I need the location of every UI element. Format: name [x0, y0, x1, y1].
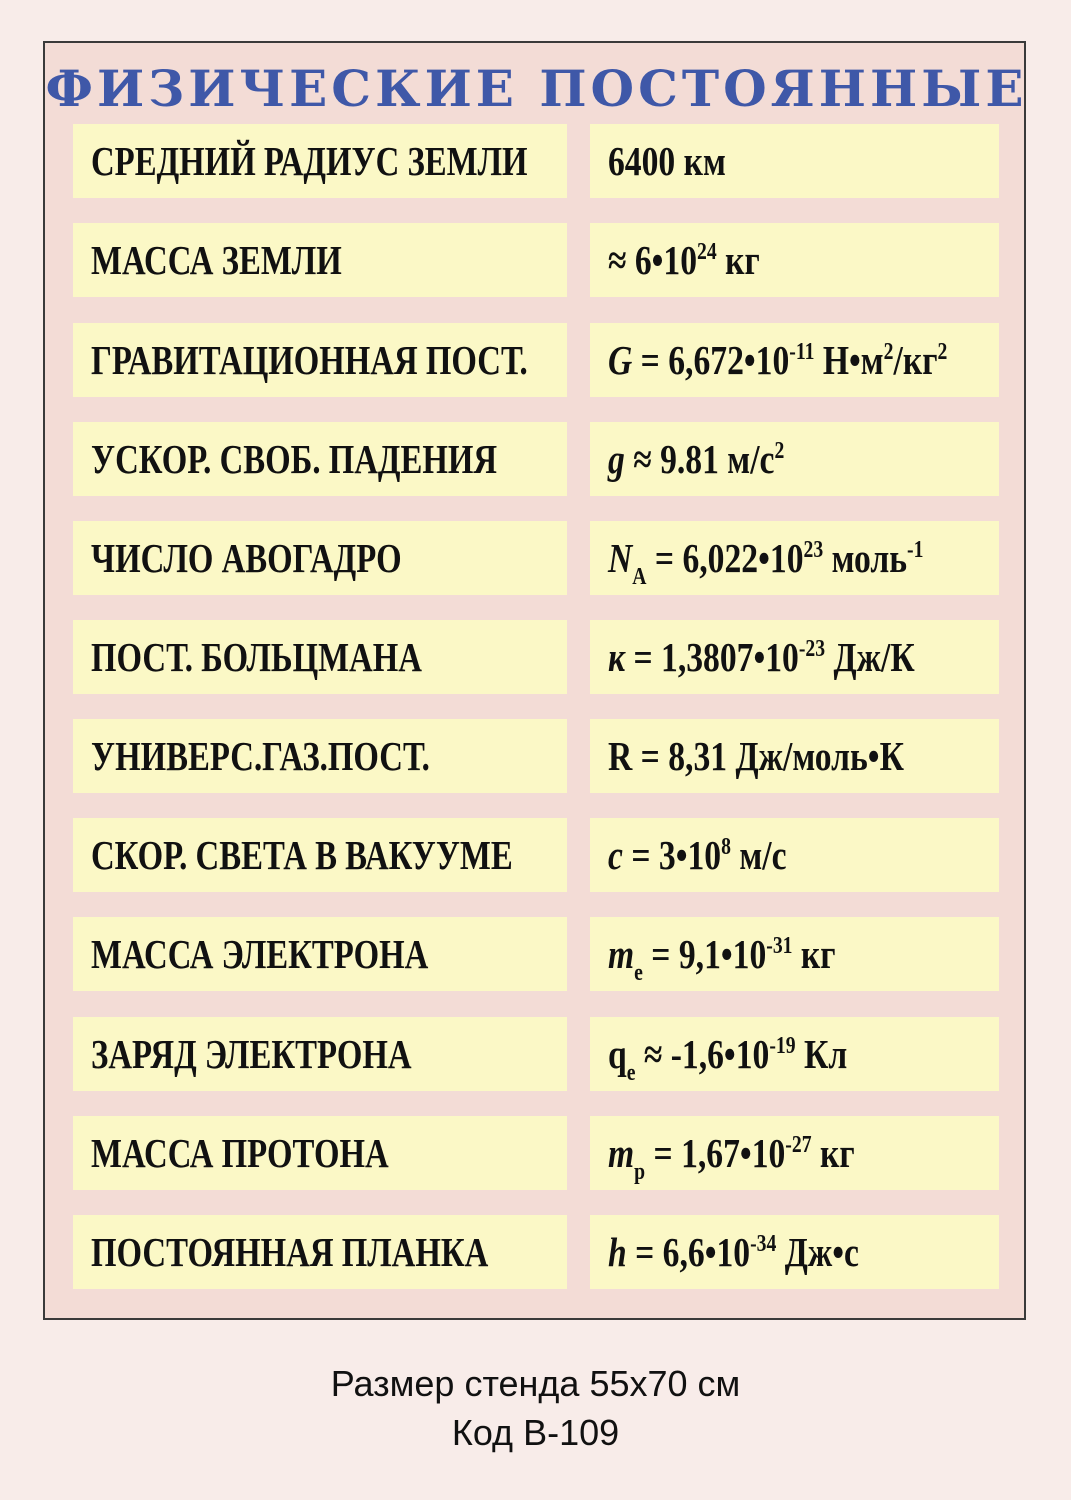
constant-value: $к = 1,3807•10^{-23}$ Дж/К: [590, 620, 999, 694]
superscript: 2: [883, 339, 894, 365]
constant-value: $h = 6,6•10^{-34}$ Дж•с: [590, 1215, 999, 1289]
constant-name: ПОСТОЯННАЯ ПЛАНКА: [73, 1215, 567, 1289]
table-row: [73, 323, 999, 397]
symbol: N: [608, 535, 633, 581]
table-row: [73, 917, 999, 991]
table-row: [73, 521, 999, 595]
constant-name: ЗАРЯД ЭЛЕКТРОНА: [73, 1017, 567, 1091]
superscript: 2: [774, 438, 785, 464]
symbol: m: [608, 931, 635, 977]
table-row: [73, 223, 999, 297]
product-code-text: Код В-109: [451, 1412, 620, 1453]
superscript: 23: [803, 537, 824, 563]
stand-size-text: Размер стенда 55х70 см: [330, 1363, 741, 1404]
subscript: A: [632, 564, 647, 590]
symbol: m: [608, 1130, 635, 1176]
table-row: [73, 124, 999, 198]
superscript: -1: [907, 537, 924, 563]
superscript: -11: [789, 339, 815, 365]
constant-name: УСКОР. СВОБ. ПАДЕНИЯ: [73, 422, 567, 496]
symbol: с: [608, 832, 623, 878]
table-row: [73, 1215, 999, 1289]
table-row: [73, 1017, 999, 1091]
constant-value: $m_p$ = $1,67•10^{-27}$ кг: [590, 1116, 999, 1190]
poster-board: [43, 41, 1026, 1320]
superscript: -34: [750, 1231, 777, 1257]
subscript: e: [634, 960, 643, 986]
table-row: [73, 620, 999, 694]
symbol: G: [608, 337, 633, 383]
table-row: [73, 422, 999, 496]
constant-name: ЧИСЛО АВОГАДРО: [73, 521, 567, 595]
table-row: [73, 818, 999, 892]
table-row: [73, 1116, 999, 1190]
constant-name: МАССА ЭЛЕКТРОНА: [73, 917, 567, 991]
constant-name: ГРАВИТАЦИОННАЯ ПОСТ.: [73, 323, 567, 397]
constant-value: $G = 6,672•10^{-11}$ $Н•м^2/кг^2$: [590, 323, 999, 397]
poster-title: ФИЗИЧЕСКИЕ ПОСТОЯННЫЕ: [45, 59, 1028, 118]
constant-value: ≈ $6•10^{24}$ кг: [590, 223, 999, 297]
table-row: [73, 719, 999, 793]
symbol: h: [608, 1229, 627, 1275]
constant-name: МАССА ПРОТОНА: [73, 1116, 567, 1190]
constant-value: R = 8,31 Дж/моль•К: [590, 719, 999, 793]
constant-value: $с = 3•10^8$ м/с: [590, 818, 999, 892]
constant-value: $q_e$ ≈ $-1,6•10^{-19}$ Кл: [590, 1017, 999, 1091]
constant-value: g ≈ 9.81 $м/с^2$: [590, 422, 999, 496]
superscript: 2: [937, 339, 948, 365]
superscript: -31: [766, 933, 793, 959]
superscript: -19: [769, 1033, 796, 1059]
subscript: e: [626, 1060, 636, 1086]
symbol: к: [608, 634, 626, 680]
constant-value: $N_A$ = $6,022•10^{23}$ моль$^{-1}$: [590, 521, 999, 595]
superscript: -27: [785, 1132, 812, 1158]
symbol: g: [608, 436, 625, 482]
constant-name: СРЕДНИЙ РАДИУС ЗЕМЛИ: [73, 124, 567, 198]
constant-value: $m_e$ = $9,1•10^{-31}$ кг: [590, 917, 999, 991]
constant-name: СКОР. СВЕТА В ВАКУУМЕ: [73, 818, 567, 892]
constant-value: 6400 км: [590, 124, 999, 198]
subscript: p: [634, 1159, 646, 1185]
superscript: 24: [697, 239, 717, 265]
constant-name: УНИВЕРС.ГАЗ.ПОСТ.: [73, 719, 567, 793]
superscript: 8: [721, 834, 731, 860]
constant-name: МАССА ЗЕМЛИ: [73, 223, 567, 297]
superscript: -23: [798, 636, 826, 662]
constant-name: ПОСТ. БОЛЬЦМАНА: [73, 620, 567, 694]
